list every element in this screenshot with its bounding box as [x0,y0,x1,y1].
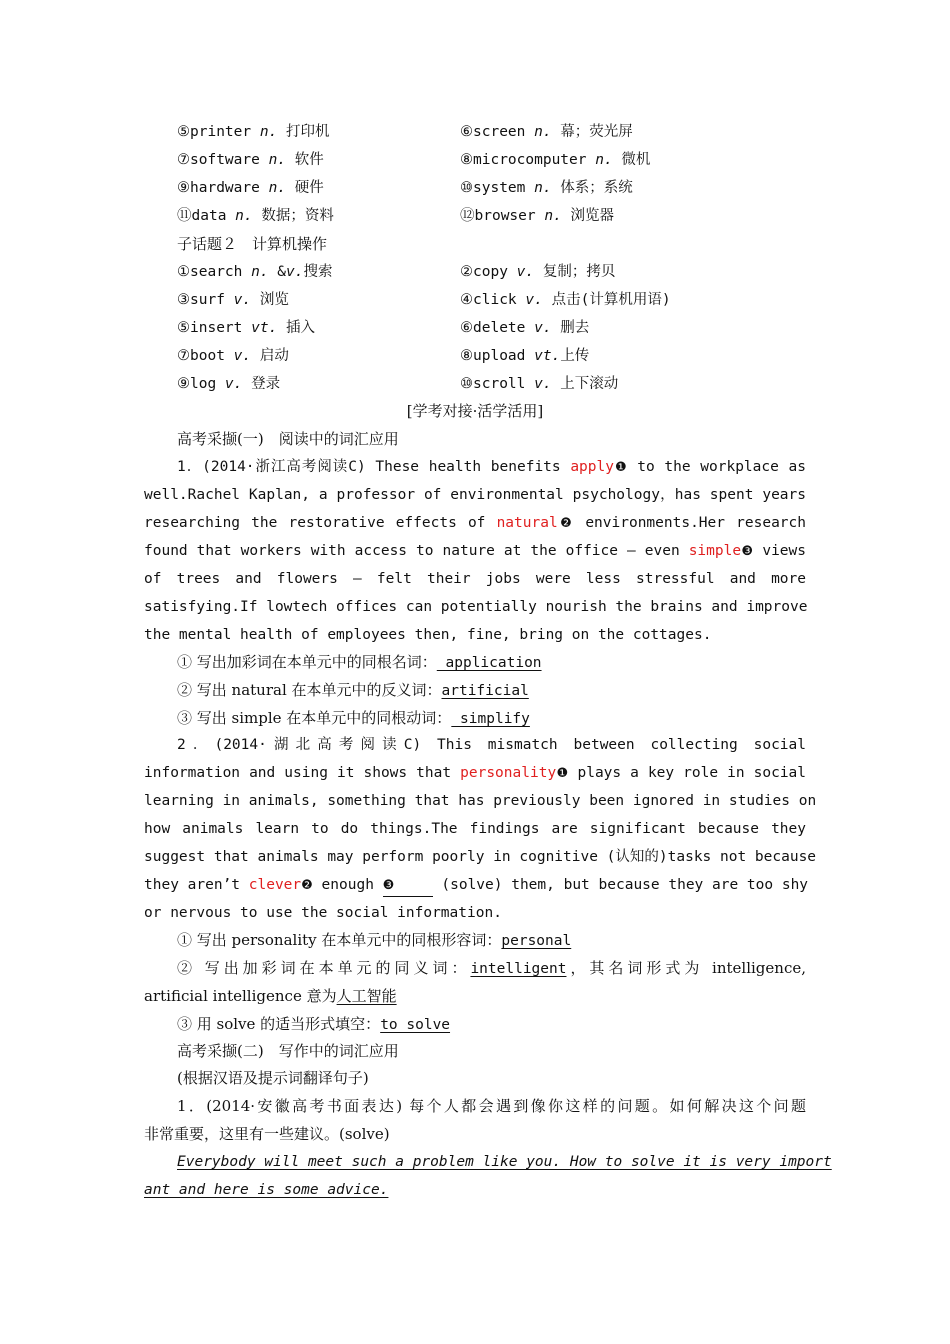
highlight-word: simple [688,543,742,559]
passage-line: how animals learn to do things.The findings are significant because they [144,821,806,837]
answer-text: simplify [451,711,530,727]
note-marker: ❶ [613,460,628,475]
passage-line: the mental health of employees then, fine, bring on the cottages. [144,627,712,643]
translation-answer: Everybody will meet such a problem like you. How to solve it is very import [177,1154,832,1170]
passage-line: suggest that animals may perform poorly in cognitive (认知的)tasks not because [144,849,817,865]
vocab-item: ⑪data n. 数据；资料 [177,208,334,224]
vocab-item: ⑤printer n. 打印机 [177,124,330,140]
vocab-item: ⑩scroll v. 上下滚动 [460,376,619,392]
answer-text: intelligent [470,961,567,977]
subtopic-title: 子话题２ 计算机操作 [177,235,328,253]
part-title: 高考采撷(一) 阅读中的词汇应用 [177,430,399,448]
answer-text: personal [501,933,572,949]
passage-line: well.Rachel Kaplan, a professor of environmental psychology，has spent years [144,487,806,503]
passage-line: 1．(2014·浙江高考阅读C) These health benefits apply❶ to the workplace as [177,459,806,475]
vocab-item: ⑥screen n. 幕；荧光屏 [460,124,633,140]
answer-text: 人工智能 [336,987,397,1005]
question-line: ③ 用 solve 的适当形式填空：to solve [177,1015,451,1033]
passage-line: 2．(2014·湖北高考阅读C) This mismatch between collecting social [177,737,806,753]
part-title: 高考采撷(二) 写作中的词汇应用 [177,1042,399,1060]
answer-text: to solve [380,1017,451,1033]
passage-line: information and using it shows that personality❶ plays a key role in social [144,765,807,781]
vocab-item: ⑨log v. 登录 [177,376,281,392]
vocab-item: ④click v. 点击(计算机用语) [460,292,671,308]
vocab-item: ⑥delete v. 删去 [460,320,590,336]
passage-line: they aren’t clever❷ enough ❸ (solve) them, but because they are too shy [144,875,806,895]
note-marker: ❷ [557,516,575,531]
vocab-item: ⑩system n. 体系；系统 [460,180,633,196]
question-line: artificial intelligence 意为人工智能 [144,987,397,1005]
translation-prompt: 非常重要，这里有一些建议。(solve) [144,1125,390,1143]
question-line: ② 写出加彩词在本单元的同义词：intelligent，其名词形式为 intelligence, [177,959,806,977]
highlight-word: clever [248,877,302,893]
question-line: ① 写出加彩词在本单元中的同根名词： application [177,653,542,671]
translation-answer: ant and here is some advice. [144,1182,389,1198]
vocab-item: ⑤insert vt. 插入 [177,320,316,336]
section-header: [学考对接·活学活用] [406,402,544,420]
passage-line: of trees and flowers — felt their jobs were less stressful and more [144,571,806,587]
note-marker: ❸ [741,544,754,559]
passage-line: learning in animals, something that has previously been ignored in studies on [144,793,817,809]
vocab-item: ⑫browser n. 浏览器 [460,208,615,224]
vocab-item: ⑧upload vt.上传 [460,348,590,364]
translation-prompt: 1．(2014·安徽高考书面表达) 每个人都会遇到像你这样的问题。如何解决这个问题 [177,1097,806,1115]
question-line: ② 写出 natural 在本单元中的反义词：artificial [177,681,529,699]
question-line: ① 写出 personality 在本单元中的同根形容词：personal [177,931,572,949]
instruction: (根据汉语及提示词翻译句子) [177,1069,369,1087]
passage-line: found that workers with access to nature at the office — even simple❸ views [144,543,806,559]
highlight-word: natural [496,515,558,531]
vocab-item: ⑦software n. 软件 [177,152,324,168]
note-marker: ❶ [556,766,569,781]
vocab-item: ②copy v. 复制；拷贝 [460,264,616,280]
question-line: ③ 写出 simple 在本单元中的同根动词： simplify [177,709,530,727]
fill-blank: ❸ [383,876,433,897]
vocab-item: ③surf v. 浏览 [177,292,289,308]
passage-line: satisfying.If lowtech offices can potentially nourish the brains and improve [144,599,808,615]
answer-text: application [436,655,542,671]
vocab-item: ⑦boot v. 启动 [177,348,289,364]
vocab-item: ⑨hardware n. 硬件 [177,180,324,196]
passage-line: or nervous to use the social information. [144,905,502,921]
vocab-item: ①search n. &v.搜索 [177,264,333,280]
vocab-item: ⑧microcomputer n. 微机 [460,152,651,168]
highlight-word: apply [570,459,614,475]
passage-line: researching the restorative effects of natural❷ environments.Her research [144,515,806,531]
highlight-word: personality [460,765,557,781]
answer-text: artificial [441,683,529,699]
note-marker: ❷ [301,878,313,893]
